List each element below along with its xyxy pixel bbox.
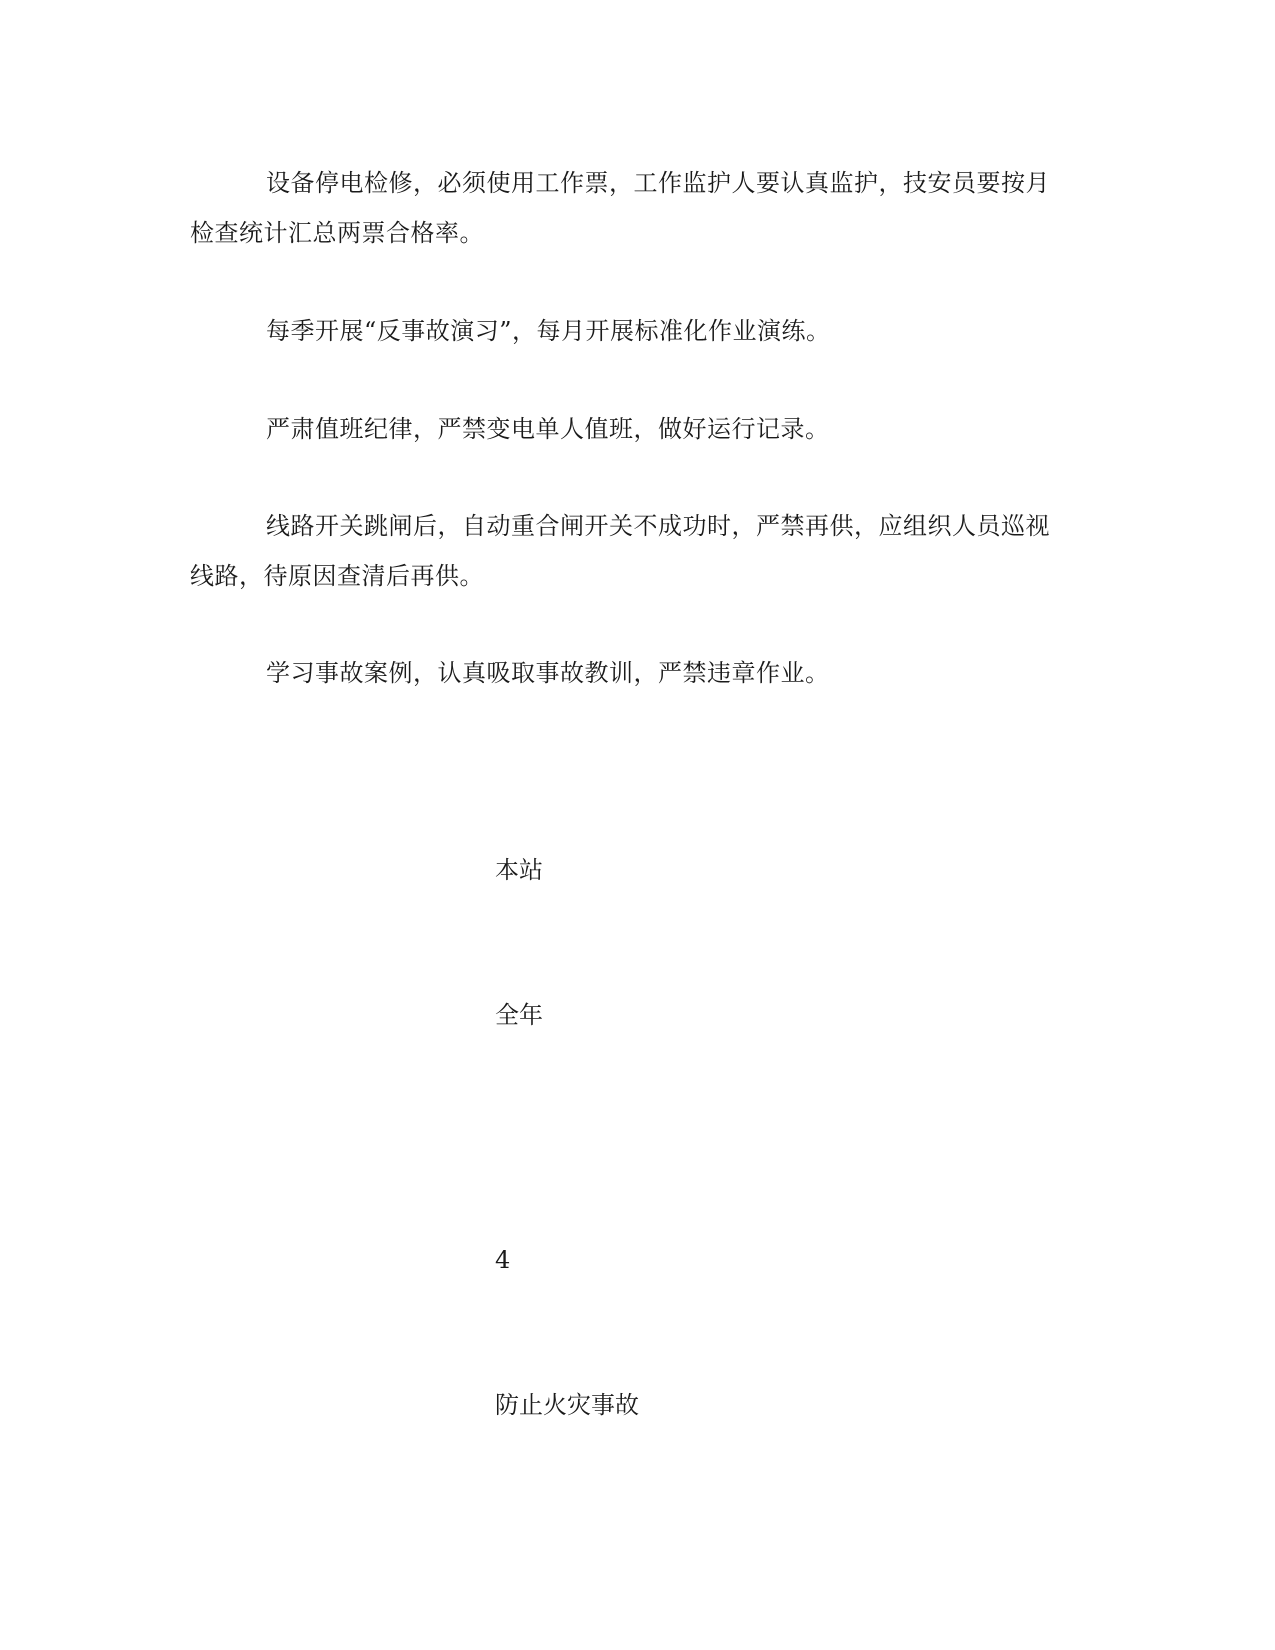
table-cell-scope: 本站 [495,856,543,884]
paragraph-work-ticket: 设备停电检修，必须使用工作票，工作监护人要认真监护，技安员要按月检查统计汇总两票合格率。 [190,169,1050,247]
paragraph-duty-discipline: 严肃值班纪律，严禁变电单人值班，做好运行记录。 [266,415,830,443]
paragraph-accident-cases: 学习事故案例，认真吸取事故教训，严禁违章作业。 [266,659,830,687]
table-cell-item-title: 防止火灾事故 [495,1391,639,1419]
table-cell-period: 全年 [495,1001,543,1029]
paragraph-drill: 每季开展“反事故演习”，每月开展标准化作业演练。 [266,317,831,345]
table-cell-number: 4 [495,1246,511,1274]
paragraph-line-trip: 线路开关跳闸后，自动重合闸开关不成功时，严禁再供，应组织人员巡视线路，待原因查清后再供。 [190,512,1050,590]
